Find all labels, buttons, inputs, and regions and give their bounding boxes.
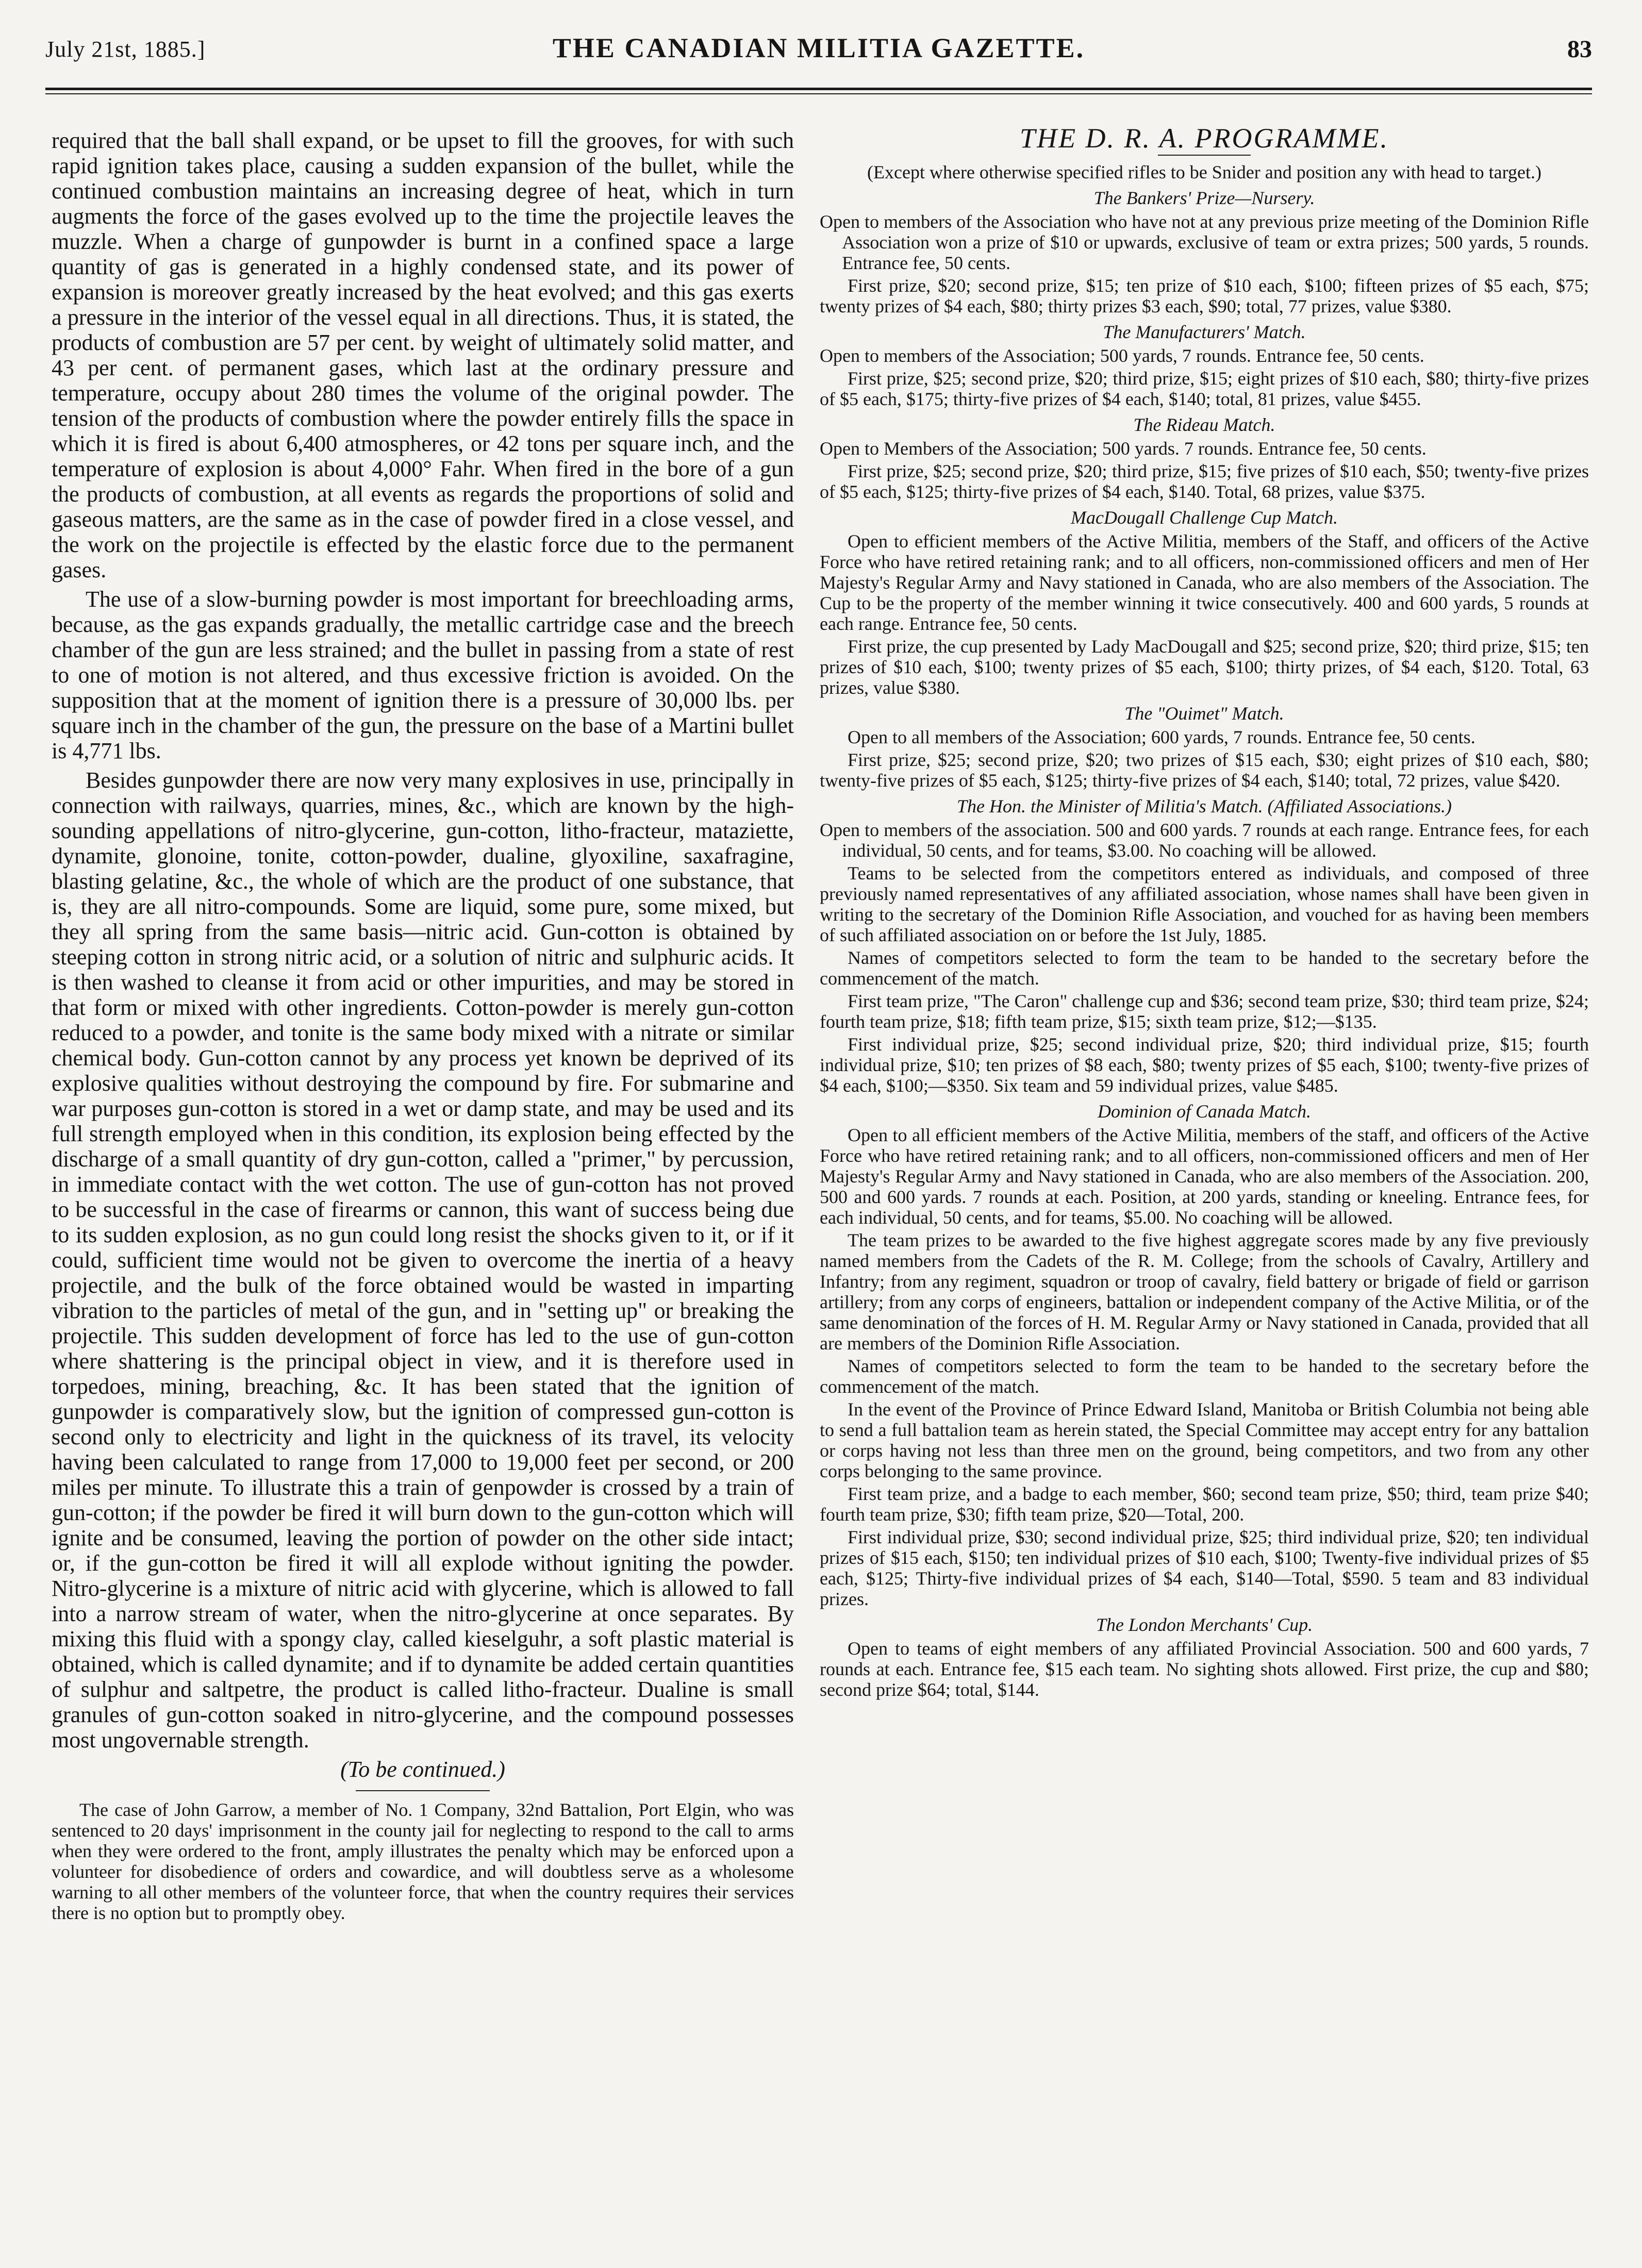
ouimet-match-title: The "Ouimet" Match.: [1124, 703, 1284, 724]
divider: [1158, 155, 1251, 156]
programme-title: THE D. R. A. PROGRAMME.: [1020, 123, 1389, 154]
match-prizes: First prize, the cup presented by Lady MacDougall and $25; second prize, $20; third prize, $15; ten prizes of $10 each, $100; twenty prizes of $5 each, $100; thirty prizes, of $4 each, $120. Total, 63 prizes, value $380.: [820, 636, 1589, 698]
right-column: [820, 123, 1589, 1702]
match-text: In the event of the Province of Prince Edward Island, Manitoba or British Columbia not being able to send a full battalion team as herein stated, the Special Committee may accept entry for any battalion or corps having not less than three men on the ground, being competitors, and two from any other corps belonging to the same province.: [820, 1399, 1589, 1481]
match-prizes: First individual prize, $30; second individual prize, $25; third individual prize, $20; ten individual prizes of $15 each, $150; ten individual prizes of $10 each, $100; Twenty-five individual prizes of $5 each, $125; Thirty-five individual prizes of $4 each, $140—Total, $590. 5 team and 83 individual prizes.: [820, 1527, 1589, 1609]
bankers-prize-title: The Bankers' Prize—Nursery.: [1093, 188, 1315, 208]
issue-date: July 21st, 1885.]: [45, 37, 206, 62]
match-prizes: First team prize, "The Caron" challenge cup and $36; second team prize, $30; third team prize, $24; fourth team prize, $18; fifth team prize, $15; sixth team prize, $12;—$135.: [820, 991, 1589, 1032]
match-text: The team prizes to be awarded to the five highest aggregate scores made by any five previously named members from the Cadets of the R. M. College; from the schools of Cavalry, Artillery and Infantry; from any regiment, squadron or troop of cavalry, field battery or brigade of field or garrison artillery; from any corps of engineers, battalion or independent company of the Active Militia, or of the same denomination of the forces of H. M. Regular Army or Navy stationed in Canada, provided that all are members of the Dominion Rifle Association.: [820, 1230, 1589, 1354]
rideau-match-title: The Rideau Match.: [1133, 414, 1275, 435]
manufacturers-match-title: The Manufacturers' Match.: [1103, 322, 1306, 342]
page-number: 83: [1567, 36, 1592, 63]
match-text: Names of competitors selected to form the team to be handed to the secretary before the commencement of the match.: [820, 947, 1589, 989]
match-prizes: First prize, $25; second prize, $20; third prize, $15; eight prizes of $10 each, $80; thirty-five prizes of $5 each, $175; thirty-five prizes of $4 each, $140; total, 81 prizes, value $455.: [820, 368, 1589, 409]
match-text: Teams to be selected from the competitors entered as individuals, and composed of three previously named representatives of any affiliated association, whose names shall have been given in writing to the secretary of the Dominion Rifle Association, and vouched for as having been members of such affiliated association on or before the 1st July, 1885.: [820, 863, 1589, 945]
minister-match-title: The Hon. the Minister of Militia's Match. (Affiliated Associations.): [957, 796, 1452, 816]
macdougall-cup-title: MacDougall Challenge Cup Match.: [1071, 507, 1338, 528]
match-conditions: Open to all members of the Association; 600 yards, 7 rounds. Entrance fee, 50 cents.: [848, 727, 1475, 747]
header-rule-thick: [45, 88, 1592, 90]
garrow-note: The case of John Garrow, a member of No. 1 Company, 32nd Battalion, Port Elgin, who was sentenced to 20 days' imprisonment in the county jail for neglecting to respond to the call to arms when they were ordered to the front, amply illustrates the penalty which may be enforced upon a volunteer for disobedience of orders and cowardice, and will doubtless serve as a wholesome warning to all other members of the volunteer force, that when the country requires their services there is no option but to promptly obey.: [52, 1799, 794, 1923]
match-prizes: First individual prize, $25; second individual prize, $20; third individual prize, $15; fourth individual prize, $10; ten prizes of $8 each, $80; twenty prizes of $5 each, $100; twenty-five prizes of $4 each, $100;—$350. Six team and 59 individual prizes, value $485.: [820, 1034, 1589, 1096]
article-paragraph: The use of a slow-burning powder is most important for breechloading arms, because, as the gas expands gradually, the metallic cartridge case and the breech chamber of the gun are less strained; and the bullet in passing from a state of rest to one of motion is not altered, and thus excessive friction is avoided. On the supposition that at the moment of ignition there is a pressure of 30,000 lbs. per square inch in the chamber of the gun, the pressure on the base of a Martini bullet is 4,771 lbs.: [52, 587, 794, 763]
to-be-continued: (To be continued.): [340, 1757, 505, 1782]
page-header: [45, 23, 1592, 69]
match-conditions: Open to members of the Association who have not at any previous prize meeting of the Dominion Rifle Association won a prize of $10 or upwards, exclusive of team or extra prizes; 500 yards, 5 rounds. Entrance fee, 50 cents.: [820, 211, 1589, 273]
article-paragraph: Besides gunpowder there are now very many explosives in use, principally in connection with railways, quarries, mines, &c., which are known by the high-sounding appellations of nitro-glycerine, gun-cotton, litho-fracteur, mataziette, dynamite, glonoine, tonite, cotton-powder, dualine, glyoxiline, saxafragine, blasting gelatine, &c., the whole of which are the product of one substance, that is, they are all nitro-compounds. Some are liquid, some pure, some mixed, but they all spring from the same basis—nitric acid. Gun-cotton is obtained by steeping cotton in strong nitric acid, or a solution of nitric and sulphuric acids. It is then washed to cleanse it from acid or other impurities, and may be stored in that form or mixed with other ingredients. Cotton-powder is merely gun-cotton reduced to a powder, and tonite is the same body mixed with a nitrate or similar chemical body. Gun-cotton cannot by any process yet known be deprived of its explosive qualities without destroying the compound by fire. For submarine and war purposes gun-cotton is stored in a wet or damp state, and may be used and its full strength employed when in this condition, its explosion being effected by the discharge of a small quantity of dry gun-cotton, called a "primer," by percussion, in immediate contact with the wet cotton. The use of gun-cotton has not proved to be successful in the case of firearms or cannon, this want of success being due to its sudden explosion, as no gun could long resist the shocks given to it, or if it could, sufficient time would not be given to overcome the inertia of a heavy projectile, and the bulk of the force obtained would be wasted in imparting vibration to the particles of metal of the gun, and in "setting up" or breaking the projectile. This sudden development of force has led to the use of gun-cotton where shattering is the principal object in view, and it is therefore used in torpedoes, mining, breaching, &c. It has been stated that the ignition of gunpowder is comparatively slow, but the ignition of compressed gun-cotton is second only to electricity and light in the quickness of its travel, its velocity having been calculated to range from 17,000 to 19,000 feet per second, or 200 miles per minute. To illustrate this a train of genpowder is crossed by a train of gun-cotton; if the powder be fired it will burn down to the gun-cotton which will ignite and be consumed, leaving the portion of powder on the other side intact; or, if the gun-cotton be fired it will all explode without igniting the powder. Nitro-glycerine is a mixture of nitric acid with glycerine, which is allowed to fall into a narrow stream of water, when the nitro-glycerine at once separates. By mixing this fluid with a spongy clay, called kieselguhr, a soft plastic material is obtained, which is called dynamite; and if to dynamite be added certain quantities of sulphur and saltpetre, the product is called litho-fracteur. Dualine is small granules of gun-cotton soaked in nitro-glycerine, and the compound possesses most ungovernable strength.: [52, 768, 794, 1753]
match-prizes: First prize, $25; second prize, $20; two prizes of $15 each, $30; eight prizes of $10 each, $80; twenty-five prizes of $5 each, $125; thirty-five prizes of $4 each, $140; total, 72 prizes, value $420.: [820, 749, 1589, 791]
match-prizes: First team prize, and a badge to each member, $60; second team prize, $50; third, team prize $40; fourth team prize, $30; fifth team prize, $20—Total, 200.: [820, 1483, 1589, 1525]
newspaper-title: THE CANADIAN MILITIA GAZETTE.: [552, 32, 1085, 63]
london-cup-title: The London Merchants' Cup.: [1096, 1614, 1313, 1635]
match-conditions: Open to teams of eight members of any affiliated Provincial Association. 500 and 600 yards, 7 rounds at each. Entrance fee, $15 each team. No sighting shots allowed. First prize, the cup and $80; second prize $64; total, $144.: [820, 1638, 1589, 1700]
match-conditions: Open to all efficient members of the Active Militia, members of the staff, and officers of the Active Force who have retired retaining rank; and to all officers, non-commissioned officers and men of Her Majesty's Regular Army and Navy stationed in Canada, who are also members of the Association. 200, 500 and 600 yards. 7 rounds at each. Position, at 200 yards, standing or kneeling. Entrance fees, for each individual, 50 cents, and for teams, $5.00. No coaching will be allowed.: [820, 1125, 1589, 1228]
match-conditions: Open to efficient members of the Active Militia, members of the Staff, and officers of the Active Force who have retired retaining rank; and to all officers, non-commissioned officers and men of Her Majesty's Regular Army and Navy stationed in Canada, who are also members of the Association. The Cup to be the property of the member winning it twice consecutively. 400 and 600 yards, 5 rounds at each range. Entrance fee, 50 cents.: [820, 531, 1589, 634]
match-prizes: First prize, $20; second prize, $15; ten prize of $10 each, $100; fifteen prizes of $5 each, $75; twenty prizes of $4 each, $80; thirty prizes $3 each, $90; total, 77 prizes, value $380.: [820, 275, 1589, 316]
match-prizes: First prize, $25; second prize, $20; third prize, $15; five prizes of $10 each, $50; twenty-five prizes of $5 each, $125; thirty-five prizes of $4 each, $140. Total, 68 prizes, value $375.: [820, 461, 1589, 502]
left-column: [52, 128, 794, 1927]
divider: [356, 1790, 490, 1791]
match-text: Names of competitors selected to form the team to be handed to the secretary before the commencement of the match.: [820, 1356, 1589, 1397]
match-conditions: Open to members of the Association; 500 yards, 7 rounds. Entrance fee, 50 cents.: [820, 345, 1424, 366]
match-conditions: Open to Members of the Association; 500 yards. 7 rounds. Entrance fee, 50 cents.: [820, 438, 1427, 459]
dominion-match-title: Dominion of Canada Match.: [1098, 1101, 1311, 1122]
header-rule-thin: [45, 93, 1592, 94]
match-conditions: Open to members of the association. 500 and 600 yards. 7 rounds at each range. Entrance fees, for each individual, 50 cents, and for teams, $3.00. No coaching will be allowed.: [820, 820, 1589, 861]
programme-intro: (Except where otherwise specified rifles to be Snider and position any with head to target.): [867, 162, 1541, 182]
article-paragraph: required that the ball shall expand, or be upset to fill the grooves, for with such rapid ignition takes place, causing a sudden expansion of the bullet, while the continued combustion maintains an increasing degree of heat, which in turn augments the force of the gases evolved up to the time the projectile leaves the muzzle. When a charge of gunpowder is burnt in a confined space a large quantity of gas is generated in a highly condensed state, and its power of expansion is moreover greatly increased by the heat evolved; and this gas exerts a pressure in the interior of the vessel equal in all directions. Thus, it is stated, the products of combustion are 57 per cent. by weight of ultimately solid matter, and 43 per cent. of permanent gases, which last at the ordinary pressure and temperature, occupy about 280 times the volume of the original powder. The tension of the products of combustion where the powder entirely fills the space in which it is fired is about 6,400 atmospheres, or 42 tons per square inch, and the temperature of explosion is about 4,000° Fahr. When fired in the bore of a gun the products of combustion, at all events as regards the proportions of solid and gaseous matters, are the same as in the case of powder fired in a close vessel, and the work on the projectile is effected by the elastic force due to the permanent gases.: [52, 128, 794, 582]
